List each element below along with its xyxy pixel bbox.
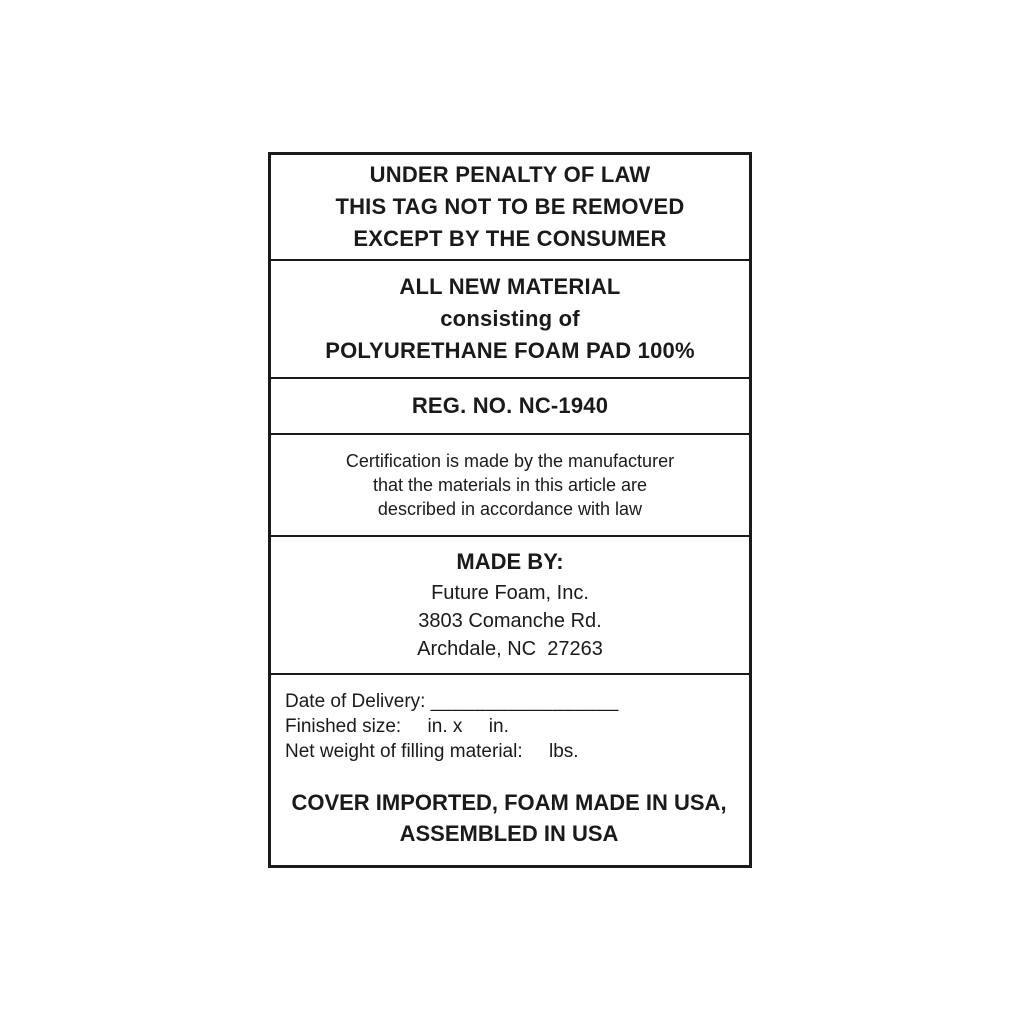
penalty-line: EXCEPT BY THE CONSUMER	[353, 226, 667, 251]
date-of-delivery-blank: _________________	[430, 691, 619, 712]
made-by-heading: MADE BY:	[456, 549, 564, 574]
material-line: POLYURETHANE FOAM PAD 100%	[325, 338, 695, 363]
law-tag-label	[268, 152, 752, 868]
material-line: consisting of	[440, 306, 580, 331]
manufacturer-street: 3803 Comanche Rd.	[418, 610, 602, 632]
penalty-section	[271, 155, 749, 259]
date-of-delivery-label: Date of Delivery:	[285, 691, 431, 712]
net-weight-line: Net weight of filling material: lbs.	[285, 741, 579, 762]
certification-line: described in accordance with law	[377, 499, 643, 519]
origin-statement	[285, 787, 733, 851]
origin-line: ASSEMBLED IN USA	[399, 821, 619, 846]
date-of-delivery-line	[285, 689, 733, 714]
certification-line: Certification is made by the manufacturer	[345, 451, 675, 471]
material-section	[271, 259, 749, 377]
origin-line: COVER IMPORTED, FOAM MADE IN USA,	[291, 790, 727, 815]
penalty-line: THIS TAG NOT TO BE REMOVED	[335, 194, 685, 219]
certification-line: that the materials in this article are	[372, 475, 648, 495]
finished-size-line: Finished size: in. x in.	[285, 716, 509, 737]
registration-section	[271, 377, 749, 433]
penalty-line: UNDER PENALTY OF LAW	[369, 162, 651, 187]
certification-section	[271, 433, 749, 535]
material-line: ALL NEW MATERIAL	[399, 274, 621, 299]
manufacturer-city: Archdale, NC 27263	[417, 638, 603, 660]
made-by-section	[271, 535, 749, 673]
registration-number: REG. NO. NC-1940	[411, 393, 609, 418]
delivery-section	[271, 673, 749, 865]
manufacturer-name: Future Foam, Inc.	[431, 582, 589, 604]
